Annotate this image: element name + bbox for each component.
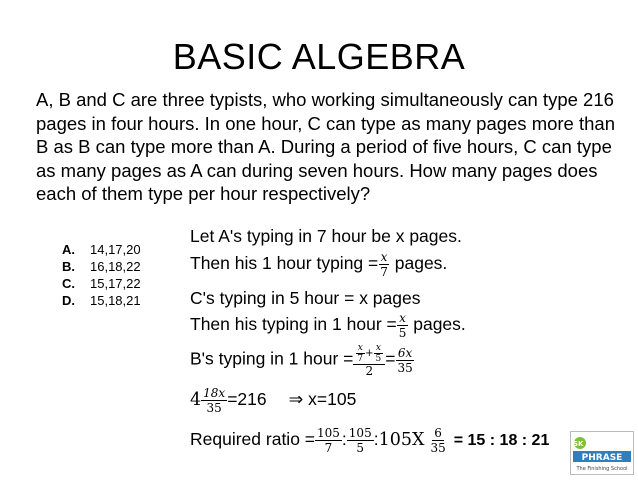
- fraction-numerator: 105: [348, 426, 372, 440]
- fraction: [428, 426, 447, 455]
- fraction-numerator: x: [399, 311, 406, 325]
- fraction-denominator: 35: [397, 360, 413, 375]
- solution-line-3: C's typing in 5 hour = x pages: [190, 288, 421, 308]
- compound-fraction: [353, 343, 385, 377]
- solution-line-2: [190, 250, 447, 279]
- fraction-denominator: 35: [430, 441, 446, 455]
- option-text: 15,17,22: [90, 276, 141, 291]
- fraction: [355, 343, 365, 364]
- option-text: 14,17,20: [90, 242, 141, 257]
- option-b: [62, 258, 141, 275]
- fraction-denominator: 5: [398, 326, 407, 340]
- colon: :: [373, 429, 379, 450]
- option-d: [62, 292, 141, 309]
- fraction: [378, 250, 390, 279]
- solution-line-5: [190, 343, 415, 377]
- fraction-denominator: 5: [375, 354, 382, 364]
- fraction-denominator: 35: [206, 401, 222, 415]
- option-c: [62, 275, 141, 292]
- fraction: [395, 346, 414, 375]
- fraction-denominator: 5: [356, 441, 365, 455]
- solution-text: Then his 1 hour typing =: [190, 253, 379, 274]
- question-text: A, B and C are three typists, who working simultaneously can type 216 pages in four hours. In one hour, C can type as many pages more than B as B can type more than A. During a period of five hours, C can type as many pages as A can during seven hours. How many pages does each of them type per hour respectively?: [36, 89, 615, 204]
- fraction-denominator: 2: [365, 364, 374, 378]
- equals-sign: =: [385, 348, 396, 369]
- option-text: 15,18,21: [90, 293, 141, 308]
- fraction-numerator: 6x: [397, 345, 413, 360]
- solution-text: Required ratio =: [190, 429, 316, 450]
- solution-text: pages.: [408, 314, 466, 335]
- solution-text: B's typing in 1 hour =: [190, 348, 354, 369]
- solution-line-1: Let A's typing in 7 hour be x pages.: [190, 226, 462, 246]
- fraction-numerator: 18x: [203, 386, 226, 400]
- fraction: [201, 386, 227, 415]
- plus-sign: +: [365, 348, 374, 359]
- solution-text: =216: [227, 389, 267, 410]
- colon: :: [341, 429, 347, 450]
- fraction: [397, 311, 409, 340]
- logo-subtext: The Finishing School: [576, 466, 628, 472]
- fraction-numerator: x: [380, 250, 388, 264]
- logo-graphic: [570, 431, 634, 475]
- solution-line-6: [190, 386, 356, 415]
- coefficient: 4: [190, 390, 202, 411]
- solution-result: ⇒ x=105: [288, 389, 357, 410]
- solution-line-4: [190, 311, 466, 340]
- logo-text: PHRASE: [581, 453, 623, 463]
- option-letter: D.: [62, 293, 75, 308]
- options-list: [62, 241, 141, 309]
- option-letter: A.: [62, 242, 75, 257]
- fraction-numerator: 105: [317, 426, 340, 440]
- fraction: [347, 426, 374, 455]
- solution-text: pages.: [389, 253, 448, 274]
- fraction-numerator: x: [375, 343, 381, 353]
- solution-text: 105X: [378, 430, 425, 451]
- fraction: [374, 343, 384, 364]
- option-letter: C.: [62, 276, 75, 291]
- option-a: [62, 241, 141, 258]
- brand-logo: [570, 431, 634, 475]
- option-letter: B.: [62, 259, 75, 274]
- solution-text: Then his typing in 1 hour =: [190, 314, 397, 335]
- fraction-denominator: 7: [324, 441, 333, 455]
- fraction-numerator: [353, 343, 385, 365]
- fraction-denominator: 7: [357, 354, 364, 364]
- fraction-numerator: x: [357, 343, 363, 353]
- final-answer: = 15 : 18 : 21: [453, 432, 550, 450]
- page-title: BASIC ALGEBRA: [172, 36, 466, 77]
- logo-prefix: SK: [573, 440, 584, 448]
- solution-line-7: [190, 426, 549, 455]
- fraction: [315, 426, 342, 455]
- fraction-denominator: 7: [380, 265, 388, 279]
- fraction-numerator: 6: [434, 426, 442, 440]
- option-text: 16,18,22: [90, 259, 141, 274]
